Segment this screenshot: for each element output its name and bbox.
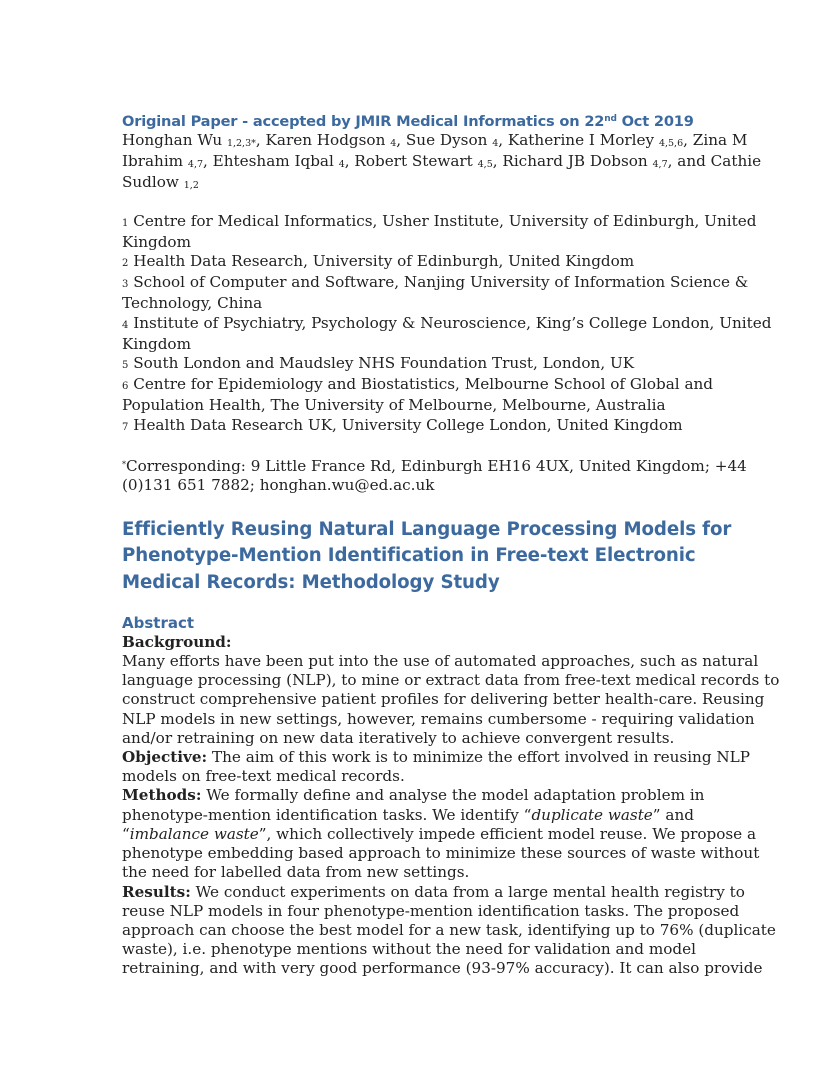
acceptance-superscript: nd: [604, 114, 617, 124]
acceptance-date: Oct 2019: [616, 113, 694, 130]
author-name: Katherine I Morley: [507, 131, 655, 149]
abstract-line: construct comprehensive patient profiles for delivering better health-care. Reusing: [122, 690, 765, 709]
abstract-line: the need for labelled data from new settings.: [122, 863, 470, 882]
abstract-line: retraining, and with very good performance (93-97% accuracy). It can also provide: [122, 959, 763, 978]
paper-page: [122, 112, 780, 979]
title-line: Efficiently Reusing Natural Language Processing Models for: [122, 519, 732, 541]
author-affiliation: 4: [492, 138, 499, 149]
abstract-line: The aim of this work is to minimize the effort involved in reusing NLP: [207, 748, 750, 767]
affiliation-item: 1 Centre for Medical Informatics, Usher Institute, University of Edinburgh, United: [122, 211, 757, 230]
title-line: Phenotype-Mention Identification in Free-text Electronic: [122, 545, 696, 567]
abstract-line: waste), i.e. phenotype mentions without the need for validation and model: [122, 940, 696, 959]
corresponding-address: Corresponding: 9 Little France Rd, Edinburgh EH16 4UX, United Kingdom; +44: [126, 456, 747, 475]
corresponding-author: [122, 455, 747, 495]
author-affiliation: 4: [338, 159, 345, 171]
affiliation-item: 3 School of Computer and Software, Nanjing University of Information Science &: [122, 273, 749, 292]
abstract-body: Background: Many efforts have been put into the use of automated approaches, such as natural language processing (NLP), to mine or extract data from free-text medical records to construct comprehensive patient profiles for delivering better health-care. Reusing NLP models in new settings, however, remains cumbersome - requiring validation and/or retraining on new data iteratively to achieve convergent results. Objective: The aim of this work is to minimize the effort involved in reusing NLP models on free-text medical records. Methods: We formally define and analyse the model adaptation problem in phenotype-mention identification tasks. We identify “duplicate waste” and “imbalance waste”, which collectively impede efficient model reuse. We propose a phenotype embedding based approach to minimize these sources of waste without the need for labelled data from new settings. Results: We conduct experiments on data from a large mental health registry to reuse NLP models in four phenotype-mention identification tasks. The proposed approach can choose the best model for a new task, identifying up to 76% (duplicate waste), i.e. phenotype mentions without the need for validation and model retraining, and with very good performance (93-97% accuracy). It can also provide: [122, 632, 780, 978]
acceptance-line: [122, 112, 722, 131]
abstract-line: NLP models in new settings, however, remains cumbersome - requiring validation: [122, 709, 755, 728]
corresponding-contact: (0)131 651 7882; honghan.wu@ed.ac.uk: [122, 476, 435, 495]
abstract-line: We conduct experiments on data from a large mental health registry to: [190, 882, 745, 901]
abstract-line: reuse NLP models in four phenotype-mention identification tasks. The proposed: [122, 901, 740, 920]
author-name: Robert Stewart: [354, 152, 473, 171]
acceptance-text: Original Paper - accepted by JMIR Medical Informatics on 22: [122, 113, 605, 130]
author-name: Richard JB Dobson: [502, 152, 648, 171]
author-affiliation: 4,7: [652, 159, 668, 171]
author-affiliation: 4,5,6: [658, 138, 684, 149]
abstract-line: We formally define and analyse the model adaptation problem in: [201, 786, 705, 805]
abstract-line: and/or retraining on new data iteratively to achieve convergent results.: [122, 728, 675, 747]
affiliation-item-continued: Technology, China: [122, 294, 263, 313]
author-affiliation: 1,2,3*: [226, 138, 256, 149]
abstract-line: approach can choose the best model for a new task, identifying up to 76% (duplicate: [122, 920, 776, 939]
results-label: Results:: [122, 882, 191, 901]
abstract-line: phenotype embedding based approach to minimize these sources of waste without: [122, 844, 760, 863]
affiliation-item: 7 Health Data Research UK, University College London, United Kingdom: [122, 415, 683, 434]
author-name: Ehtesham Iqbal: [212, 152, 334, 171]
author-list: Honghan Wu $_{1,2,3*}$, Karen Hodgson $_4$, Sue Dyson $_4$, Katherine I Morley $_{4,5,6}$, Zina M Ibrahim $_{4,7}$, Ehtesham Iqbal $_4$, Robert Stewart $_{4,5}$, Richard JB Dobson $_{4,7}$, and Cathie Sudlow $_{1,2}$: [122, 131, 762, 192]
objective-label: Objective:: [122, 748, 208, 767]
author-name: Karen Hodgson: [265, 131, 386, 149]
author-affiliation: 4,5: [477, 159, 493, 171]
duplicate-waste-term: duplicate waste: [531, 805, 653, 824]
methods-label: Methods:: [122, 786, 202, 805]
abstract-heading: Abstract: [122, 613, 195, 632]
affiliation-item: 6 Centre for Epidemiology and Biostatistics, Melbourne School of Global and: [122, 375, 714, 394]
author-name: Honghan Wu: [122, 131, 223, 149]
abstract-line: models on free-text medical records.: [122, 767, 405, 786]
affiliation-item-continued: Population Health, The University of Melbourne, Melbourne, Australia: [122, 396, 666, 415]
abstract-line: Many efforts have been put into the use of automated approaches, such as natural: [122, 652, 759, 671]
imbalance-waste-term: imbalance waste: [129, 824, 259, 843]
affiliation-item: 5 South London and Maudsley NHS Foundation Trust, London, UK: [122, 354, 635, 373]
author-affiliation: 4,7: [187, 159, 204, 171]
affiliation-item-continued: Kingdom: [122, 232, 191, 251]
affiliation-list: [122, 211, 772, 437]
affiliation-item: 2 Health Data Research, University of Edinburgh, United Kingdom: [122, 252, 635, 271]
affiliation-item-continued: Kingdom: [122, 334, 191, 353]
author-affiliation: 4: [390, 138, 397, 149]
author-name: Sue Dyson: [405, 131, 488, 149]
corresponding-star: *: [122, 459, 126, 469]
title-line: Medical Records: Methodology Study: [122, 571, 500, 593]
paper-title: [122, 517, 732, 596]
affiliation-item: 4 Institute of Psychiatry, Psychology & Neuroscience, King’s College London, United: [122, 313, 772, 332]
background-label: Background:: [122, 632, 232, 651]
author-affiliation: 1,2: [183, 180, 199, 192]
abstract-line: language processing (NLP), to mine or extract data from free-text medical records to: [122, 671, 780, 690]
